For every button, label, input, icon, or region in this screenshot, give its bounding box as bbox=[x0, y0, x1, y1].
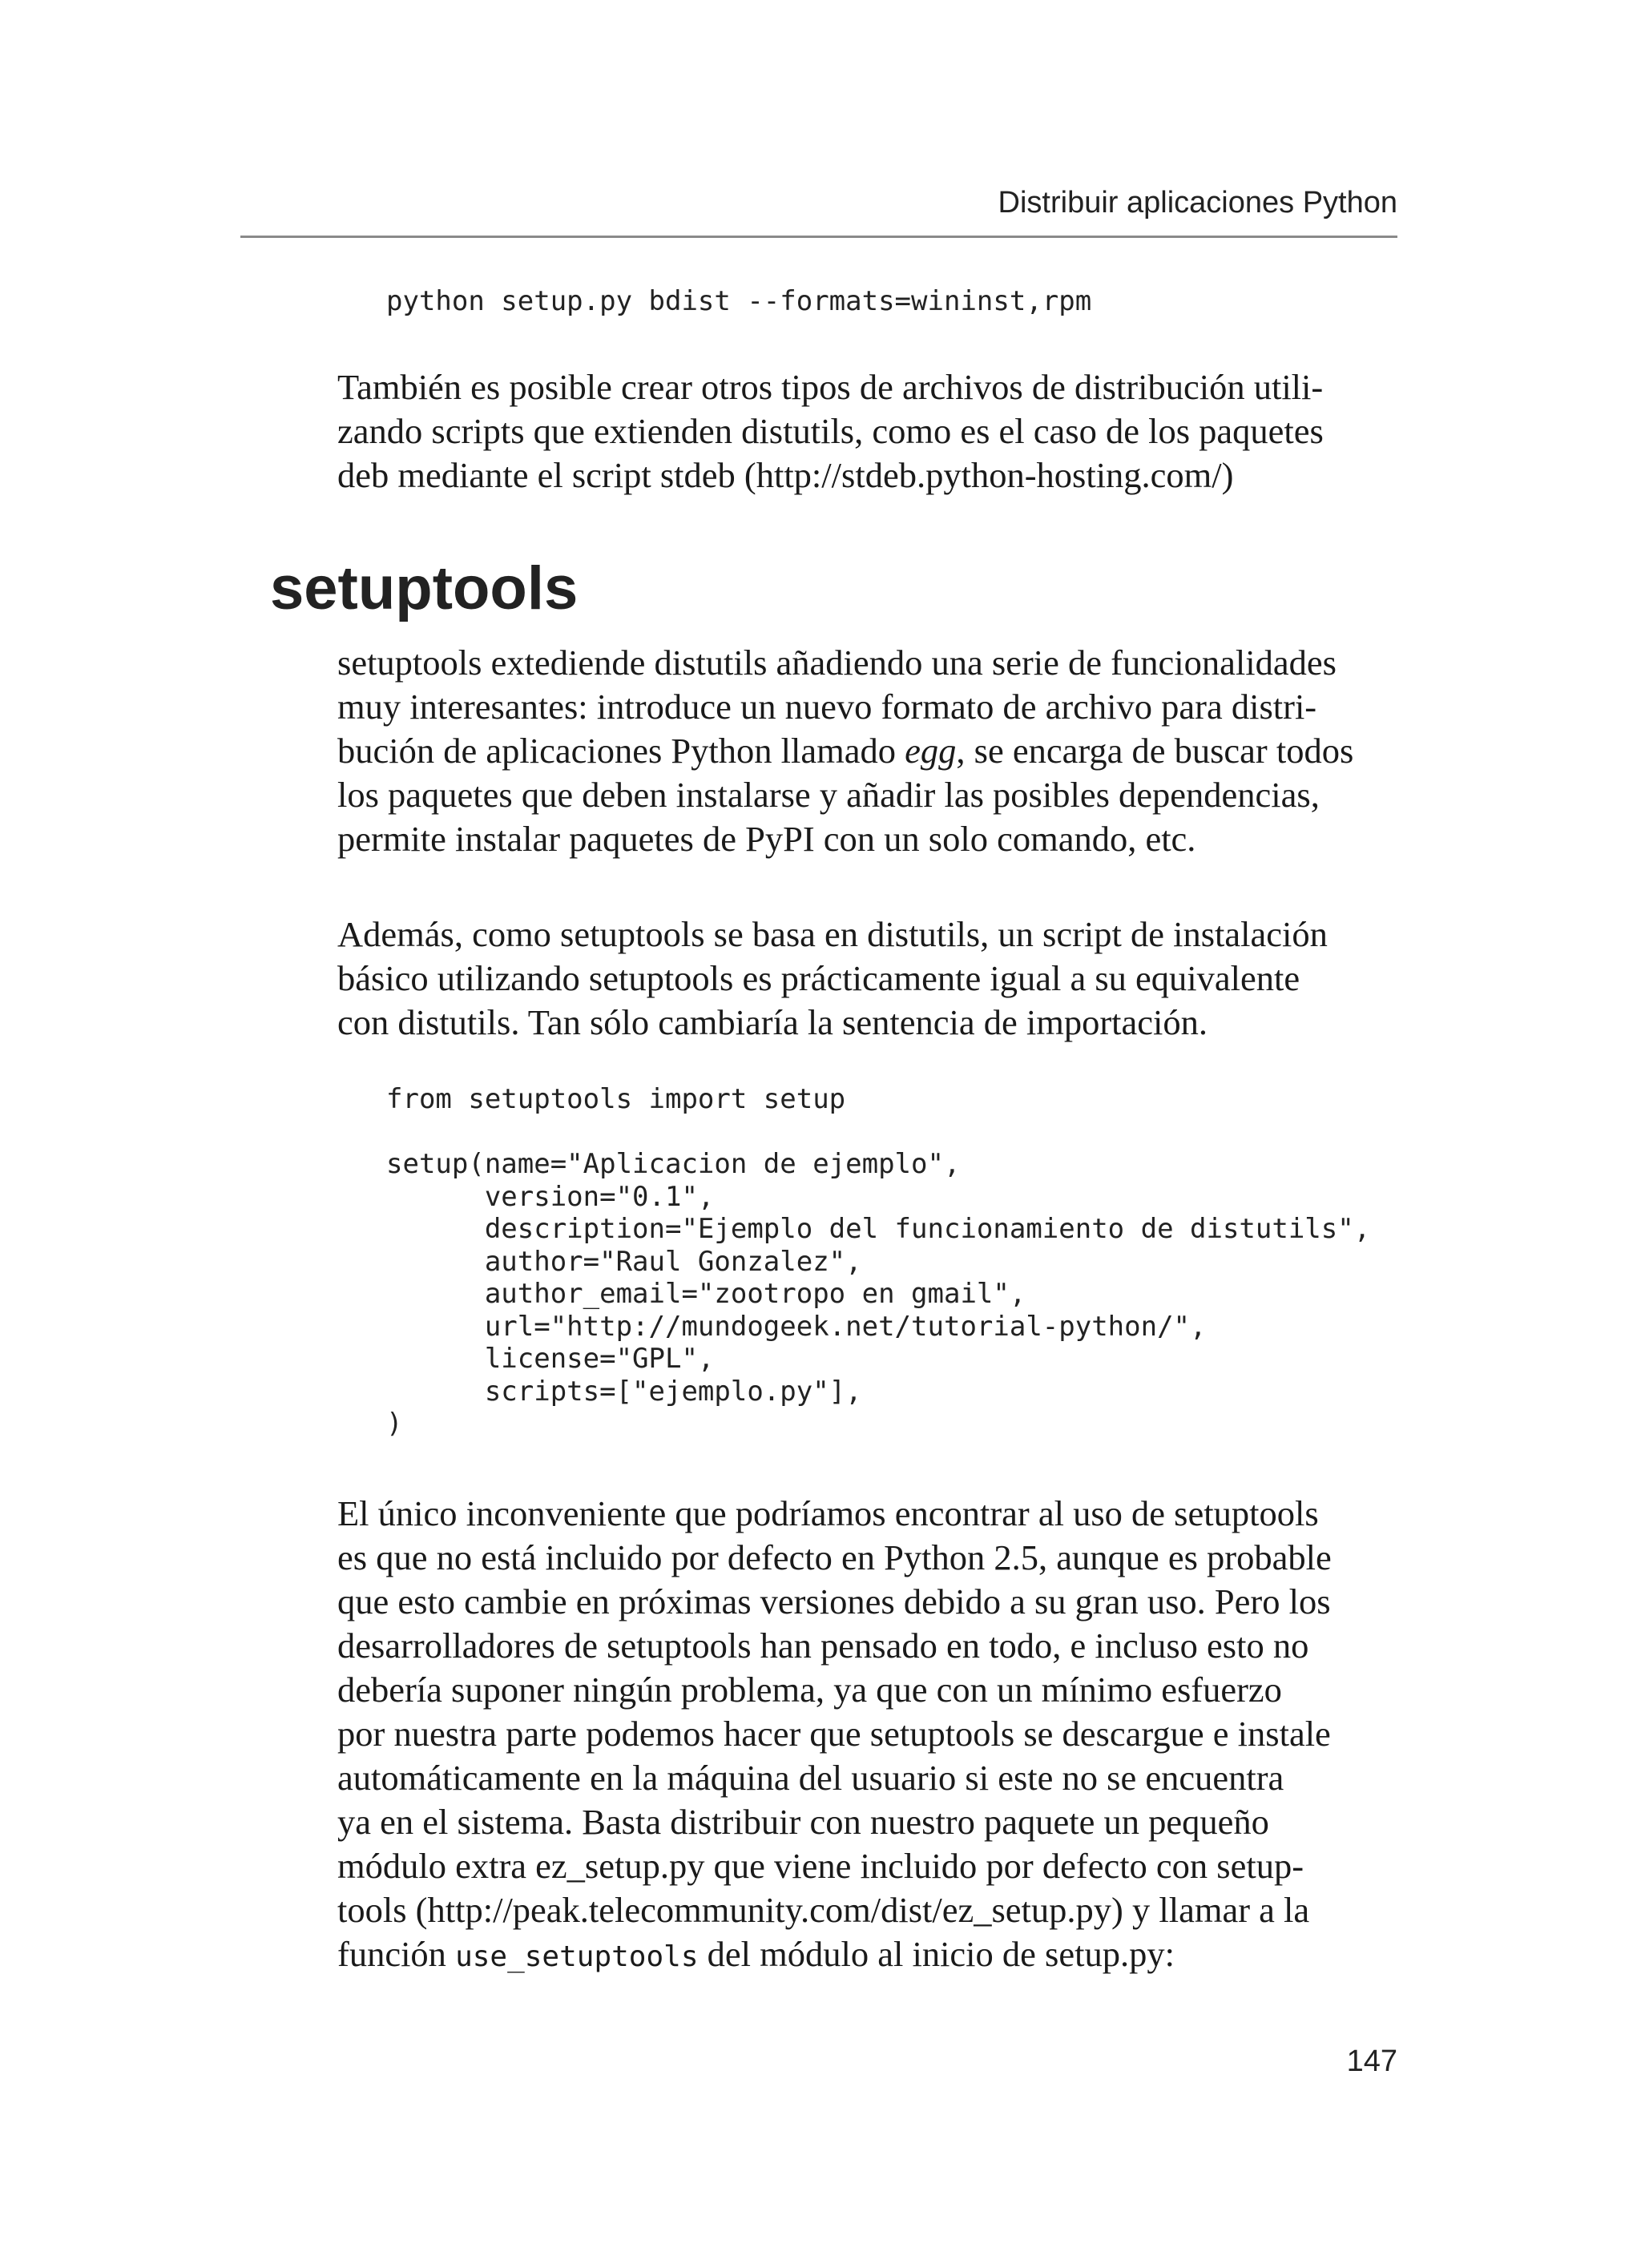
code-block-bdist bbox=[386, 285, 1091, 318]
text-line: El único inconveniente que podríamos encontrar al uso de setuptools bbox=[337, 1493, 1319, 1533]
text-line bbox=[337, 729, 1403, 773]
inline-code-use-setuptools: use_setuptools bbox=[455, 1940, 699, 1973]
text-line: por nuestra parte podemos hacer que setuptools se descargue e instale bbox=[337, 1714, 1331, 1754]
running-header: Distribuir aplicaciones Python bbox=[998, 186, 1397, 220]
text-line bbox=[337, 1932, 1403, 1979]
page-number: 147 bbox=[1346, 2044, 1397, 2078]
text-line: es que no está incluido por defecto en Python 2.5, aunque es probable bbox=[337, 1537, 1332, 1577]
text-line: módulo extra ez_setup.py que viene incluido por defecto con setup- bbox=[337, 1846, 1304, 1886]
emphasis-egg: egg bbox=[905, 731, 957, 771]
text-segment: del módulo al inicio de setup.py: bbox=[698, 1934, 1175, 1974]
text-line: ya en el sistema. Basta distribuir con nuestro paquete un pequeño bbox=[337, 1802, 1269, 1842]
header-rule bbox=[240, 236, 1397, 238]
text-line: setuptools extediende distutils añadiendo una serie de funcionalidades bbox=[337, 643, 1337, 683]
paragraph-other-formats bbox=[337, 365, 1403, 498]
text-line: con distutils. Tan sólo cambiaría la sentencia de importación. bbox=[337, 1002, 1208, 1042]
text-line: debería suponer ningún problema, ya que con un mínimo esfuerzo bbox=[337, 1670, 1282, 1710]
code-line: author="Raul Gonzalez", bbox=[386, 1245, 862, 1278]
text-line: También es posible crear otros tipos de archivos de distribución utili- bbox=[337, 367, 1324, 407]
text-segment: , se encarga de buscar todos bbox=[956, 731, 1354, 771]
text-line: muy interesantes: introduce un nuevo formato de archivo para distri- bbox=[337, 687, 1317, 727]
text-line: deb mediante el script stdeb (http://stdeb.python-hosting.com/) bbox=[337, 455, 1234, 495]
code-line: python setup.py bdist --formats=wininst,rpm bbox=[386, 285, 1092, 317]
text-segment: función bbox=[337, 1934, 456, 1974]
text-line: zando scripts que extienden distutils, como es el caso de los paquetes bbox=[337, 411, 1324, 451]
code-line: from setuptools import setup bbox=[386, 1083, 846, 1115]
section-heading: setuptools bbox=[270, 554, 579, 622]
paragraph-inconvenience bbox=[337, 1492, 1403, 1979]
code-line: setup(name="Aplicacion de ejemplo", bbox=[386, 1148, 961, 1180]
text-line: básico utilizando setuptools es prácticamente igual a su equivalente bbox=[337, 958, 1300, 998]
code-line: ) bbox=[386, 1408, 403, 1440]
code-block-setup bbox=[386, 1083, 1370, 1440]
code-line: url="http://mundogeek.net/tutorial-python/", bbox=[386, 1310, 1207, 1343]
code-line: author_email="zootropo en gmail", bbox=[386, 1278, 1026, 1310]
code-line: description="Ejemplo del funcionamiento de distutils", bbox=[386, 1213, 1371, 1245]
text-line: automáticamente en la máquina del usuario si este no se encuentra bbox=[337, 1758, 1284, 1798]
text-line: Además, como setuptools se basa en distutils, un script de instalación bbox=[337, 914, 1328, 954]
text-line: permite instalar paquetes de PyPI con un solo comando, etc. bbox=[337, 819, 1196, 859]
text-segment: bución de aplicaciones Python llamado bbox=[337, 731, 905, 771]
code-line: license="GPL", bbox=[386, 1343, 715, 1375]
text-line: que esto cambie en próximas versiones debido a su gran uso. Pero los bbox=[337, 1581, 1331, 1621]
code-line: version="0.1", bbox=[386, 1180, 715, 1213]
paragraph-import-change bbox=[337, 912, 1403, 1045]
text-line: tools (http://peak.telecommunity.com/dist/ez_setup.py) y llamar a la bbox=[337, 1890, 1310, 1930]
code-line: scripts=["ejemplo.py"], bbox=[386, 1375, 862, 1408]
paragraph-setuptools-intro bbox=[337, 641, 1403, 861]
text-line: los paquetes que deben instalarse y añadir las posibles dependencias, bbox=[337, 775, 1320, 815]
text-line: desarrolladores de setuptools han pensado en todo, e incluso esto no bbox=[337, 1625, 1309, 1666]
